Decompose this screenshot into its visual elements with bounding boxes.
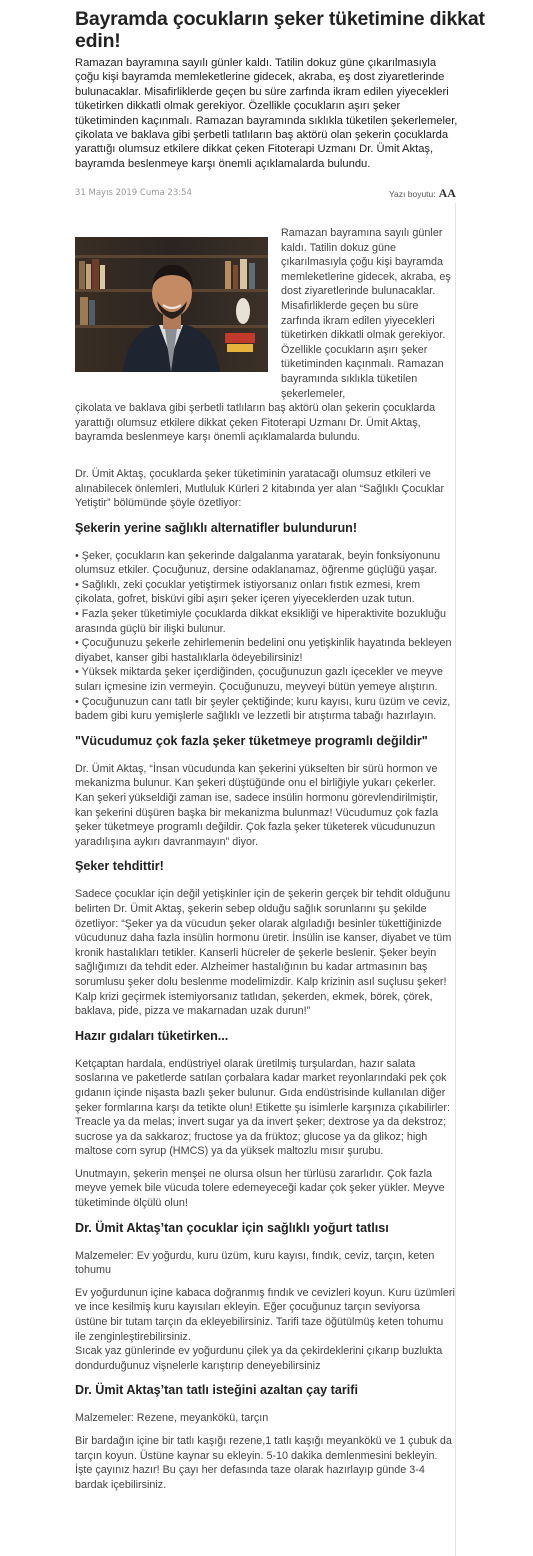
paragraph-yogurt-recipe — [75, 1286, 455, 1374]
list-item: • Yüksek miktarda şeker içerdiğinden, çocuğunuzun gazlı içecekler ve meyve suları içmesine izin vermeyin. Çocuğunuzu, meyveyi bütün yemeye alıştırın. — [75, 666, 443, 694]
yogurt-recipe-text: Ev yoğurdunun içine kabaca doğranmış fındık ve cevizleri koyun. Kuru üzümleri ve ince kesilmiş kuru kayısıları ekleyin. Eğer çocuğunuz tarçın seviyorsa üstüne bir tutam tarçın da ekleyebilirsiniz. Tarifi taze öğütülmüş keten tohumu ile zenginleştirebilirsiniz. — [75, 1286, 455, 1343]
list-item: • Fazla şeker tüketimiyle çocuklarda dikkat eksikliği ve hiperaktivite bozukluğu arasında güçlü bir ilişki bulunur. — [75, 608, 447, 635]
section-heading-body: "Vücudumuz çok fazla şeker tüketmeye programlı değildir" — [75, 733, 428, 748]
intro-continuation: çikolata ve baklava gibi şerbetli tatlıların baş aktörü olan şekerin çocuklarda yarattığı olumsuz etkilere dikkat çeken Fitoterapi Uzmanı Dr. Ümit Aktaş, bayramda beslenmeye karşı önemli açıklamalarda bulundu. — [75, 402, 436, 444]
section-heading-ready-foods: Hazır gıdaları tüketirken... — [75, 1028, 229, 1043]
list-item: • Çocuğunuzun canı tatlı bir şeyler çektiğinde; kuru kayısı, kuru üzüm ve ceviz, badem gibi kuru yemişlerle sağlıklı ve lezzetli bir atıştırma tabağı hazırlayın. — [75, 695, 451, 723]
paragraph-yogurt-ingredients: Malzemeler: Ev yoğurdu, kuru üzüm, kuru kayısı, fındık, ceviz, tarçın, keten tohumu — [75, 1249, 435, 1277]
list-item: • Şeker, çocukların kan şekerinde dalgalanma yaratarak, beyin fonksiyonunu olumsuz etkiler. Çocuğunuz, dersine odaklanamaz, öğrenme güçlüğü yaşar. — [75, 549, 441, 577]
article-title: Bayramda çocukların şeker tüketimine dikkat edin! — [75, 8, 485, 52]
font-size-control[interactable] — [389, 186, 456, 201]
bullet-list — [75, 549, 455, 724]
paragraph-book: Dr. Ümit Aktaş, çocuklarda şeker tüketiminin yaratacağı olumsuz etkileri ve alınabilecek önlemleri, Mutluluk Kürleri 2 kitabında yer alan “Sağlıklı Çocuklar Yetiştir” bölümünde şöyle özetliyor: — [75, 467, 445, 510]
article-lead: Ramazan bayramına sayılı günler kaldı. Tatilin dokuz güne çıkarılmasıyla çoğu kişi bayramda memleketlerine gidecek, akraba, eş dost ziyaretlerinde bulunacaklar. Misafirliklerde geçen bu süre zarfında ikram edilen yiyecekleri tüketirken dikkatli olmak gerekiyor. Özellikle çocukların aşırı şeker tüketiminden kaçınmalı. Ramazan bayramında sıklıkla tüketilen şekerlemeler, çikolata ve baklava gibi şerbetli tatlıların baş aktörü olan şekerin çocuklarda yarattığı olumsuz etkilere dikkat çeken Fitoterapi Uzmanı Dr. Ümit Aktaş, bayramda beslenmeye karşı önemli açıklamalarda bulundu. — [75, 57, 458, 170]
font-size-label: Yazı boyutu: — [389, 189, 436, 199]
paragraph-fruit: Unutmayın, şekerin menşei ne olursa olsun her türlüsü zararlıdır. Çok fazla meyve yemek bile vücuda tolere edemeyeceği kadar çok şeker yükler. Meyve tüketiminde ölçülü olun! — [75, 1167, 445, 1210]
article-date: 31 Mayıs 2019 Cuma 23:54 — [75, 188, 192, 198]
section-heading-alternatives: Şekerin yerine sağlıklı alternatifler bulundurun! — [75, 520, 358, 535]
section-heading-tea: Dr. Ümit Aktaş’tan tatlı isteğini azaltan çay tarifi — [75, 1383, 358, 1398]
paragraph-hormones: Dr. Ümit Aktaş, “İnsan vücudunda kan şekerini yükselten bir sürü hormon ve mekanizma bulunur. Kan şekeri düştüğünde onu el birliğiyle yukarı çekerler. Kan şekeri yükseldiği zaman ise, sadece insülin hormonu görevlendirilmiştir, kan şekerini düşüren başka bir mekanizma bulunmaz! Vücudumuz çok fazla şeker tüketmeye programlı değildir. Çok fazla şeker tüketerek vücudunuzun yaradılışına aykırı davranmayın” diyor. — [75, 762, 439, 848]
section-heading-threat: Şeker tehdittir! — [75, 859, 164, 874]
paragraph-tea-ingredients: Malzemeler: Rezene, meyankökü, tarçın — [75, 1412, 269, 1425]
content-divider — [455, 203, 456, 1556]
paragraph-threat: Sadece çocuklar için değil yetişkinler için de şekerin gerçek bir tehdit olduğunu belirten Dr. Ümit Aktaş, şekerin sebep olduğu sağlık sorunlarını şu şekilde özetliyor: “Şeker ya da vücudun şeker olarak algıladığı besinler tükettiğinizde vücudunuz daha fazla insülin hormonu üretir. İnsülin ise kanser, diyabet ve tüm kronik hastalıkları tetikler. Kanserli hücreler de şekerle beslenir. Şeker beyin sağlığımızı da tehdit eder. Alzheimer hastalığının bu kadar artmasının baş sorumlusu şeker dolu beslenme modelimizdir. Kalp krizinin asıl suçlusu şeker! Kalp krizi geçirmek istemiyorsanız tatlıdan, şekerden, ekmek, börek, çörek, baklava, pide, pizza ve makarnadan uzak durun!” — [75, 888, 452, 1018]
paragraph-tea-recipe: Bir bardağın içine bir tatlı kaşığı rezene,1 tatlı kaşığı meyankökü ve 1 çubuk da tarçın koyun. Üstüne kaynar su ekleyin. 5-10 dakika demlenmesini bekleyin. İşte çayınız hazır! Bu çayı her defasında taze olarak hazırlayıp günde 3-4 bardak içebilirsiniz. — [75, 1435, 452, 1491]
article-body — [75, 226, 455, 1500]
list-item: • Çocuğunuzu şekerle zehirlemenin bedelini onu yetişkinlik hayatında bekleyen diyabet, kanser gibi hastalıklarla ödeyebilirsiniz! — [75, 637, 452, 664]
intro-paragraph: Ramazan bayramına sayılı günler kaldı. Tatilin dokuz güne çıkarılmasıyla çoğu kişi bayramda memleketlerine gidecek, akraba, eş dost ziyaretlerinde bulunacaklar. Misafirliklerde geçen bu süre zarfında ikram edilen yiyecekleri tüketirken dikkatli olmak gerekiyor. Özellikle çocukların aşırı şeker tüketiminden kaçınmalı. Ramazan bayramında sıklıkla tüketilen şekerlemeler, — [281, 227, 451, 400]
yogurt-recipe-tip: Sıcak yaz günlerinde ev yoğurdunu çilek ya da çekirdeklerini çıkarıp buzlukta dondurduğunuz vişnelerle karıştırıp deneyebilirsiniz — [75, 1345, 443, 1372]
list-item: • Sağlıklı, zeki çocuklar yetiştirmek istiyorsanız onları fıstık ezmesi, krem çikolata, gofret, bisküvi gibi aşırı şeker içeren yiyeceklerden uzak tutun. — [75, 578, 421, 606]
paragraph-ready-foods: Ketçaptan hardala, endüstriyel olarak üretilmiş turşulardan, hazır salata soslarına ve paketlerde satılan çorbalara kadar market reyonlarındaki pek çok gıdanın içinde nişasta bazlı şeker bulunur. Gıda endüstrisinde kullanılan diğer şeker formlarına karşı da tetikte olun! Etikette şu isimlerle karşınıza çıkabilirler: Treacle ya da melas; invert sugar ya da invert şeker; dextrose ya da dekstroz; sucrose ya da sakkaroz; fructose ya da früktoz; glucose ya da glikoz; high maltose corn syrup (HMCS) ya da yüksek maltozlu mısır şurubu. — [75, 1057, 451, 1158]
section-heading-yogurt: Dr. Ümit Aktaş’tan çocuklar için sağlıklı yoğurt tatlısı — [75, 1220, 389, 1235]
font-size-icon[interactable]: AA — [438, 186, 456, 200]
